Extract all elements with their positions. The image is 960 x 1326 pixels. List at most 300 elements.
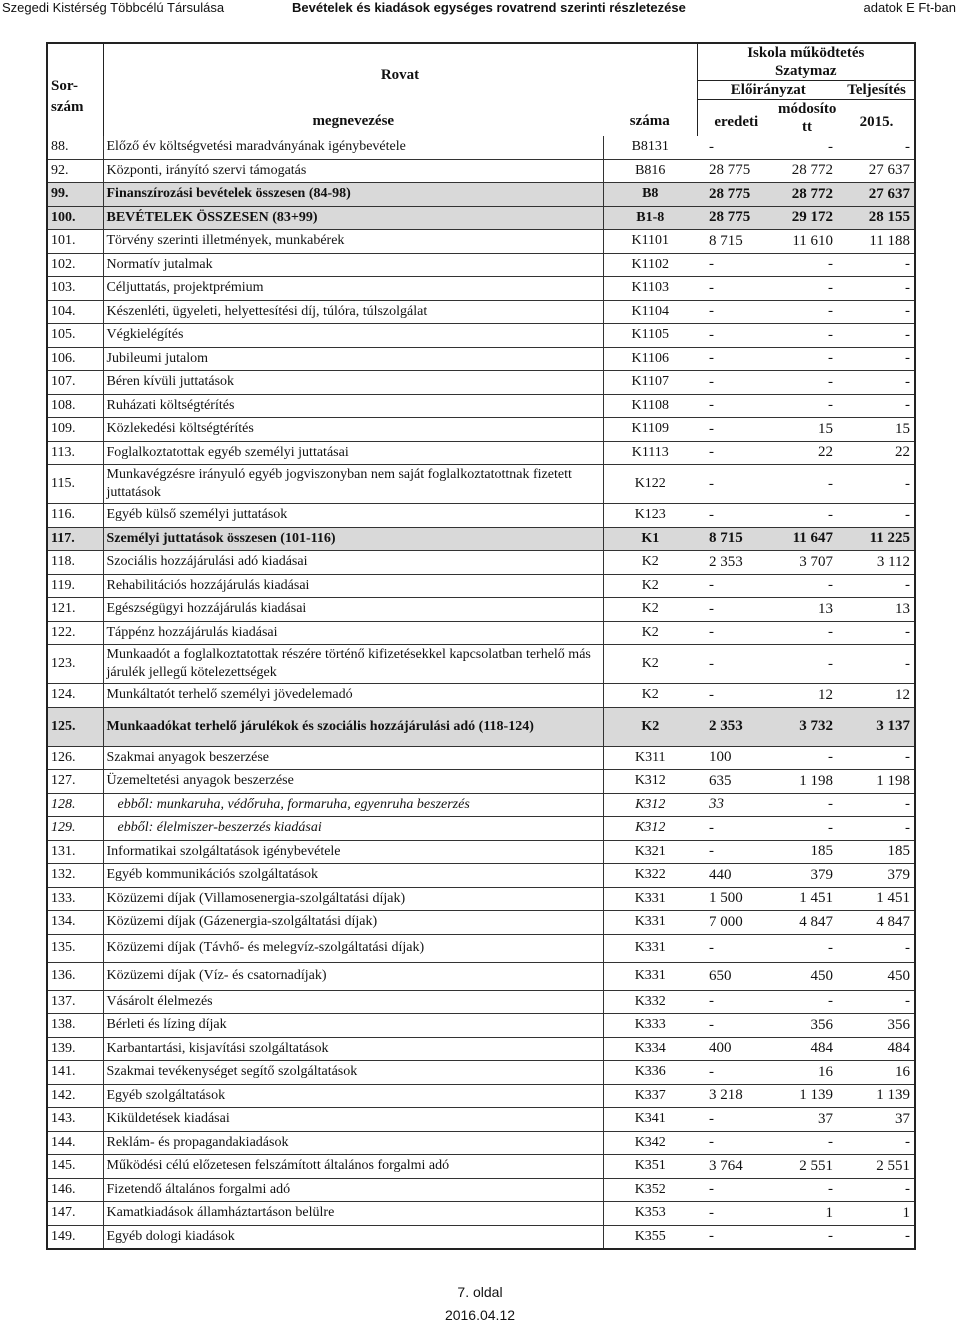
unit-label: adatok E Ft-ban (863, 0, 956, 15)
row-actual-value: 12 (839, 684, 915, 708)
row-name: Egyéb dologi kiadások (103, 1225, 603, 1249)
row-actual-value: 11 188 (839, 230, 915, 254)
row-actual-value: 16 (839, 1061, 915, 1085)
row-original-value: 440 (697, 864, 775, 888)
table-row (47, 441, 915, 465)
row-modified-value: - (775, 793, 839, 817)
row-actual-value: - (839, 574, 915, 598)
row-number: 145. (47, 1155, 103, 1179)
row-code: K312 (603, 770, 697, 794)
row-modified-value: - (775, 817, 839, 841)
row-original-value: 3 218 (697, 1084, 775, 1108)
row-modified-value: - (775, 347, 839, 371)
row-modified-value: 484 (775, 1037, 839, 1061)
row-original-value: - (697, 684, 775, 708)
row-modified-value: - (775, 990, 839, 1014)
row-actual-value: - (839, 136, 915, 159)
row-actual-value: 1 198 (839, 770, 915, 794)
row-number: 124. (47, 684, 103, 708)
row-name: Közlekedési költségtérítés (103, 418, 603, 442)
table-row (47, 574, 915, 598)
row-original-value: - (697, 1131, 775, 1155)
row-name: Végkielégítés (103, 324, 603, 348)
row-actual-value: 356 (839, 1014, 915, 1038)
row-code: B816 (603, 159, 697, 183)
row-actual-value: - (839, 1131, 915, 1155)
row-original-value: - (697, 394, 775, 418)
header-eloiranyzat: Előirányzat (697, 81, 839, 100)
row-number: 131. (47, 840, 103, 864)
row-name: Informatikai szolgáltatások igénybevétele (103, 840, 603, 864)
row-actual-value: - (839, 934, 915, 962)
table-row (47, 1084, 915, 1108)
row-number: 118. (47, 551, 103, 575)
row-original-value: 100 (697, 746, 775, 770)
table-row (47, 1061, 915, 1085)
row-code: K355 (603, 1225, 697, 1249)
row-number: 142. (47, 1084, 103, 1108)
row-original-value: - (697, 465, 775, 504)
row-modified-value: - (775, 1131, 839, 1155)
row-code: K322 (603, 864, 697, 888)
row-code: K311 (603, 746, 697, 770)
header-sorszam: Sor- szám (47, 43, 103, 136)
row-original-value: - (697, 1014, 775, 1038)
table-row (47, 371, 915, 395)
row-name: Készenléti, ügyeleti, helyettesítési díj, túlóra, túlszolgálat (103, 300, 603, 324)
header-szama: száma (629, 113, 670, 130)
row-number: 116. (47, 504, 103, 528)
header-eredeti: eredeti (697, 100, 775, 137)
row-name: Ruházati költségtérítés (103, 394, 603, 418)
header-teljesites: Teljesítés (839, 81, 915, 100)
row-name: Szakmai tevékenységet segítő szolgáltatások (103, 1061, 603, 1085)
table-row (47, 1178, 915, 1202)
row-actual-value: - (839, 645, 915, 684)
table-row (47, 230, 915, 254)
row-code: K1108 (603, 394, 697, 418)
row-modified-value: - (775, 136, 839, 159)
row-actual-value: - (839, 324, 915, 348)
row-code: K2 (603, 684, 697, 708)
row-modified-value: 1 (775, 1202, 839, 1226)
row-modified-value: 11 610 (775, 230, 839, 254)
row-number: 143. (47, 1108, 103, 1132)
table-header (47, 43, 915, 136)
row-code: K2 (603, 598, 697, 622)
row-code: K1105 (603, 324, 697, 348)
row-name: Egyéb kommunikációs szolgáltatások (103, 864, 603, 888)
row-modified-value: - (775, 621, 839, 645)
row-actual-value: 185 (839, 840, 915, 864)
row-original-value: 3 764 (697, 1155, 775, 1179)
table-row (47, 1014, 915, 1038)
row-original-value: - (697, 253, 775, 277)
document-title: Bevételek és kiadások egységes rovatrend szerinti részletezése (292, 0, 686, 15)
row-code: K333 (603, 1014, 697, 1038)
row-name: Szociális hozzájárulási adó kiadásai (103, 551, 603, 575)
row-code: K123 (603, 504, 697, 528)
row-modified-value: 15 (775, 418, 839, 442)
row-actual-value: 379 (839, 864, 915, 888)
row-name: BEVÉTELEK ÖSSZESEN (83+99) (103, 206, 603, 230)
row-modified-value: 1 139 (775, 1084, 839, 1108)
row-actual-value: - (839, 371, 915, 395)
row-number: 121. (47, 598, 103, 622)
table-row (47, 1108, 915, 1132)
row-modified-value: - (775, 1178, 839, 1202)
row-name: Vásárolt élelmezés (103, 990, 603, 1014)
row-number: 117. (47, 527, 103, 551)
row-modified-value: 4 847 (775, 911, 839, 935)
row-original-value: - (697, 934, 775, 962)
row-name: Finanszírozási bevételek összesen (84-98) (103, 183, 603, 207)
row-name: Munkáltatót terhelő személyi jövedelemadó (103, 684, 603, 708)
row-modified-value: - (775, 1225, 839, 1249)
table-row (47, 1225, 915, 1249)
row-modified-value: 3 732 (775, 707, 839, 746)
table-row (47, 621, 915, 645)
print-date: 2016.04.12 (444, 1307, 516, 1323)
row-name: ebből: munkaruha, védőruha, formaruha, egyenruha beszerzés (103, 793, 603, 817)
row-name: ebből: élelmiszer-beszerzés kiadásai (103, 817, 603, 841)
row-number: 126. (47, 746, 103, 770)
table-row (47, 300, 915, 324)
row-modified-value: 22 (775, 441, 839, 465)
row-code: K1104 (603, 300, 697, 324)
row-number: 88. (47, 136, 103, 159)
row-name: Közüzemi díjak (Víz- és csatornadíjak) (103, 962, 603, 990)
table-row (47, 911, 915, 935)
row-original-value: 1 500 (697, 887, 775, 911)
row-number: 137. (47, 990, 103, 1014)
row-actual-value: - (839, 465, 915, 504)
row-original-value: 2 353 (697, 707, 775, 746)
row-original-value: - (697, 504, 775, 528)
row-actual-value: 4 847 (839, 911, 915, 935)
row-original-value: - (697, 347, 775, 371)
row-code: K331 (603, 887, 697, 911)
header-szatymaz: Szatymaz (697, 62, 915, 81)
row-name: Béren kívüli juttatások (103, 371, 603, 395)
row-actual-value: 1 (839, 1202, 915, 1226)
row-modified-value: 29 172 (775, 206, 839, 230)
row-number: 133. (47, 887, 103, 911)
row-number: 141. (47, 1061, 103, 1085)
row-number: 129. (47, 817, 103, 841)
row-modified-value: 37 (775, 1108, 839, 1132)
row-number: 101. (47, 230, 103, 254)
table-row (47, 1155, 915, 1179)
row-name: Normatív jutalmak (103, 253, 603, 277)
table-row (47, 746, 915, 770)
row-number: 105. (47, 324, 103, 348)
row-code: K331 (603, 911, 697, 935)
row-code: K336 (603, 1061, 697, 1085)
row-code: K331 (603, 962, 697, 990)
row-modified-value: 450 (775, 962, 839, 990)
table-row (47, 1202, 915, 1226)
row-code: K1113 (603, 441, 697, 465)
row-original-value: 650 (697, 962, 775, 990)
header-year: 2015. (839, 100, 915, 137)
row-original-value: - (697, 371, 775, 395)
row-number: 102. (47, 253, 103, 277)
table-row (47, 551, 915, 575)
row-code: K352 (603, 1178, 697, 1202)
row-modified-value: - (775, 253, 839, 277)
row-modified-value: 379 (775, 864, 839, 888)
row-code: K337 (603, 1084, 697, 1108)
budget-table (46, 42, 916, 1250)
row-original-value: 635 (697, 770, 775, 794)
row-code: K353 (603, 1202, 697, 1226)
row-original-value: - (697, 418, 775, 442)
row-modified-value: 3 707 (775, 551, 839, 575)
row-modified-value: - (775, 394, 839, 418)
row-name: Rehabilitációs hozzájárulás kiadásai (103, 574, 603, 598)
table-row (47, 645, 915, 684)
row-number: 125. (47, 707, 103, 746)
row-actual-value: 1 451 (839, 887, 915, 911)
row-modified-value: - (775, 934, 839, 962)
row-original-value: 400 (697, 1037, 775, 1061)
table-row (47, 136, 915, 159)
row-name: Munkaadókat terhelő járulékok és szociális hozzájárulási adó (118-124) (103, 707, 603, 746)
row-modified-value: - (775, 300, 839, 324)
row-modified-value: 28 772 (775, 183, 839, 207)
table-row (47, 990, 915, 1014)
table-row (47, 394, 915, 418)
row-modified-value: - (775, 277, 839, 301)
row-code: B1-8 (603, 206, 697, 230)
row-code: K334 (603, 1037, 697, 1061)
row-code: K1 (603, 527, 697, 551)
row-number: 135. (47, 934, 103, 962)
row-number: 136. (47, 962, 103, 990)
row-code: K2 (603, 621, 697, 645)
row-actual-value: - (839, 504, 915, 528)
row-name: Munkaadót a foglalkoztatottak részére történő kifizetésekkel kapcsolatban terhelő más járulék jellegű kötelezettségek (103, 645, 603, 684)
row-code: K2 (603, 645, 697, 684)
row-modified-value: - (775, 504, 839, 528)
row-actual-value: 1 139 (839, 1084, 915, 1108)
table-row (47, 159, 915, 183)
row-original-value: 8 715 (697, 527, 775, 551)
row-modified-value: - (775, 645, 839, 684)
table-row (47, 962, 915, 990)
row-number: 119. (47, 574, 103, 598)
row-name: Munkavégzésre irányuló egyéb jogviszonyban nem saját foglalkoztatottnak fizetett juttatások (103, 465, 603, 504)
row-original-value: - (697, 1108, 775, 1132)
table-body (47, 136, 915, 1249)
table-row (47, 253, 915, 277)
row-original-value: - (697, 324, 775, 348)
row-actual-value: 27 637 (839, 183, 915, 207)
table-row (47, 206, 915, 230)
row-code: K1103 (603, 277, 697, 301)
row-number: 127. (47, 770, 103, 794)
row-name: Működési célú előzetesen felszámított általános forgalmi adó (103, 1155, 603, 1179)
row-code: K321 (603, 840, 697, 864)
table-row (47, 840, 915, 864)
row-number: 139. (47, 1037, 103, 1061)
row-original-value: - (697, 1178, 775, 1202)
row-number: 103. (47, 277, 103, 301)
row-number: 144. (47, 1131, 103, 1155)
row-actual-value: - (839, 394, 915, 418)
row-number: 138. (47, 1014, 103, 1038)
row-actual-value: 484 (839, 1037, 915, 1061)
organization-name: Szegedi Kistérség Többcélú Társulása (2, 0, 225, 15)
row-actual-value: - (839, 621, 915, 645)
row-number: 100. (47, 206, 103, 230)
row-code: B8131 (603, 136, 697, 159)
row-number: 147. (47, 1202, 103, 1226)
row-actual-value: 3 137 (839, 707, 915, 746)
page-number: 7. oldal (457, 1284, 503, 1300)
row-actual-value: 27 637 (839, 159, 915, 183)
table-row (47, 527, 915, 551)
row-modified-value: 12 (775, 684, 839, 708)
row-original-value: - (697, 817, 775, 841)
row-name: Karbantartási, kisjavítási szolgáltatások (103, 1037, 603, 1061)
row-original-value: - (697, 840, 775, 864)
row-code: K341 (603, 1108, 697, 1132)
row-modified-value: 1 451 (775, 887, 839, 911)
row-name: Közüzemi díjak (Gázenergia-szolgáltatási díjak) (103, 911, 603, 935)
row-original-value: 33 (697, 793, 775, 817)
row-actual-value: - (839, 793, 915, 817)
row-code: K1101 (603, 230, 697, 254)
row-actual-value: - (839, 1225, 915, 1249)
row-modified-value: 13 (775, 598, 839, 622)
row-number: 132. (47, 864, 103, 888)
table-row (47, 887, 915, 911)
table-row (47, 793, 915, 817)
table-row (47, 770, 915, 794)
table-row (47, 934, 915, 962)
row-original-value: - (697, 621, 775, 645)
row-actual-value: 15 (839, 418, 915, 442)
table-row (47, 324, 915, 348)
row-number: 107. (47, 371, 103, 395)
row-code: K1107 (603, 371, 697, 395)
row-code: K312 (603, 793, 697, 817)
row-name: Fizetendő általános forgalmi adó (103, 1178, 603, 1202)
row-number: 149. (47, 1225, 103, 1249)
row-actual-value: - (839, 253, 915, 277)
row-name: Üzemeltetési anyagok beszerzése (103, 770, 603, 794)
row-name: Egészségügyi hozzájárulás kiadásai (103, 598, 603, 622)
row-number: 128. (47, 793, 103, 817)
row-name: Egyéb külső személyi juttatások (103, 504, 603, 528)
row-number: 113. (47, 441, 103, 465)
row-original-value: - (697, 1202, 775, 1226)
row-original-value: - (697, 1061, 775, 1085)
row-actual-value: - (839, 277, 915, 301)
row-modified-value: - (775, 746, 839, 770)
header-modositott: módosíto tt (775, 100, 839, 137)
row-modified-value: 185 (775, 840, 839, 864)
row-code: K342 (603, 1131, 697, 1155)
row-actual-value: 13 (839, 598, 915, 622)
row-name: Egyéb szolgáltatások (103, 1084, 603, 1108)
row-number: 99. (47, 183, 103, 207)
row-modified-value: 1 198 (775, 770, 839, 794)
row-code: K1102 (603, 253, 697, 277)
row-original-value: - (697, 1225, 775, 1249)
page-header (0, 0, 960, 18)
row-modified-value: 16 (775, 1061, 839, 1085)
row-code: K331 (603, 934, 697, 962)
row-code: K122 (603, 465, 697, 504)
row-original-value: 2 353 (697, 551, 775, 575)
row-actual-value: - (839, 347, 915, 371)
table-row (47, 707, 915, 746)
row-number: 115. (47, 465, 103, 504)
row-actual-value: 22 (839, 441, 915, 465)
row-actual-value: - (839, 817, 915, 841)
row-name: Táppénz hozzájárulás kiadásai (103, 621, 603, 645)
table-row (47, 418, 915, 442)
row-original-value: - (697, 598, 775, 622)
row-name: Közüzemi díjak (Villamosenergia-szolgáltatási díjak) (103, 887, 603, 911)
row-actual-value: 11 225 (839, 527, 915, 551)
table-row (47, 277, 915, 301)
row-actual-value: 37 (839, 1108, 915, 1132)
row-actual-value: - (839, 746, 915, 770)
row-actual-value: 28 155 (839, 206, 915, 230)
row-actual-value: 450 (839, 962, 915, 990)
row-code: B8 (603, 183, 697, 207)
table-row (47, 504, 915, 528)
row-original-value: - (697, 990, 775, 1014)
row-original-value: 28 775 (697, 183, 775, 207)
row-original-value: - (697, 300, 775, 324)
row-code: K312 (603, 817, 697, 841)
row-modified-value: 356 (775, 1014, 839, 1038)
row-original-value: 28 775 (697, 159, 775, 183)
row-name: Reklám- és propagandakiadások (103, 1131, 603, 1155)
row-code: K2 (603, 574, 697, 598)
table-row (47, 1131, 915, 1155)
row-number: 109. (47, 418, 103, 442)
row-number: 122. (47, 621, 103, 645)
row-number: 106. (47, 347, 103, 371)
table-row (47, 864, 915, 888)
row-original-value: 8 715 (697, 230, 775, 254)
table-row (47, 183, 915, 207)
row-name: Központi, irányító szervi támogatás (103, 159, 603, 183)
row-modified-value: 28 772 (775, 159, 839, 183)
table-row (47, 347, 915, 371)
row-modified-value: - (775, 324, 839, 348)
row-original-value: - (697, 574, 775, 598)
row-original-value: - (697, 277, 775, 301)
row-actual-value: - (839, 990, 915, 1014)
row-code: K2 (603, 551, 697, 575)
row-name: Kamatkiadások államháztartáson belülre (103, 1202, 603, 1226)
row-name: Céljuttatás, projektprémium (103, 277, 603, 301)
row-name: Foglalkoztatottak egyéb személyi juttatásai (103, 441, 603, 465)
header-iskola: Iskola működtetés (697, 43, 915, 62)
row-number: 104. (47, 300, 103, 324)
row-name: Törvény szerinti illetmények, munkabérek (103, 230, 603, 254)
row-modified-value: - (775, 371, 839, 395)
row-code: K1109 (603, 418, 697, 442)
row-actual-value: - (839, 300, 915, 324)
